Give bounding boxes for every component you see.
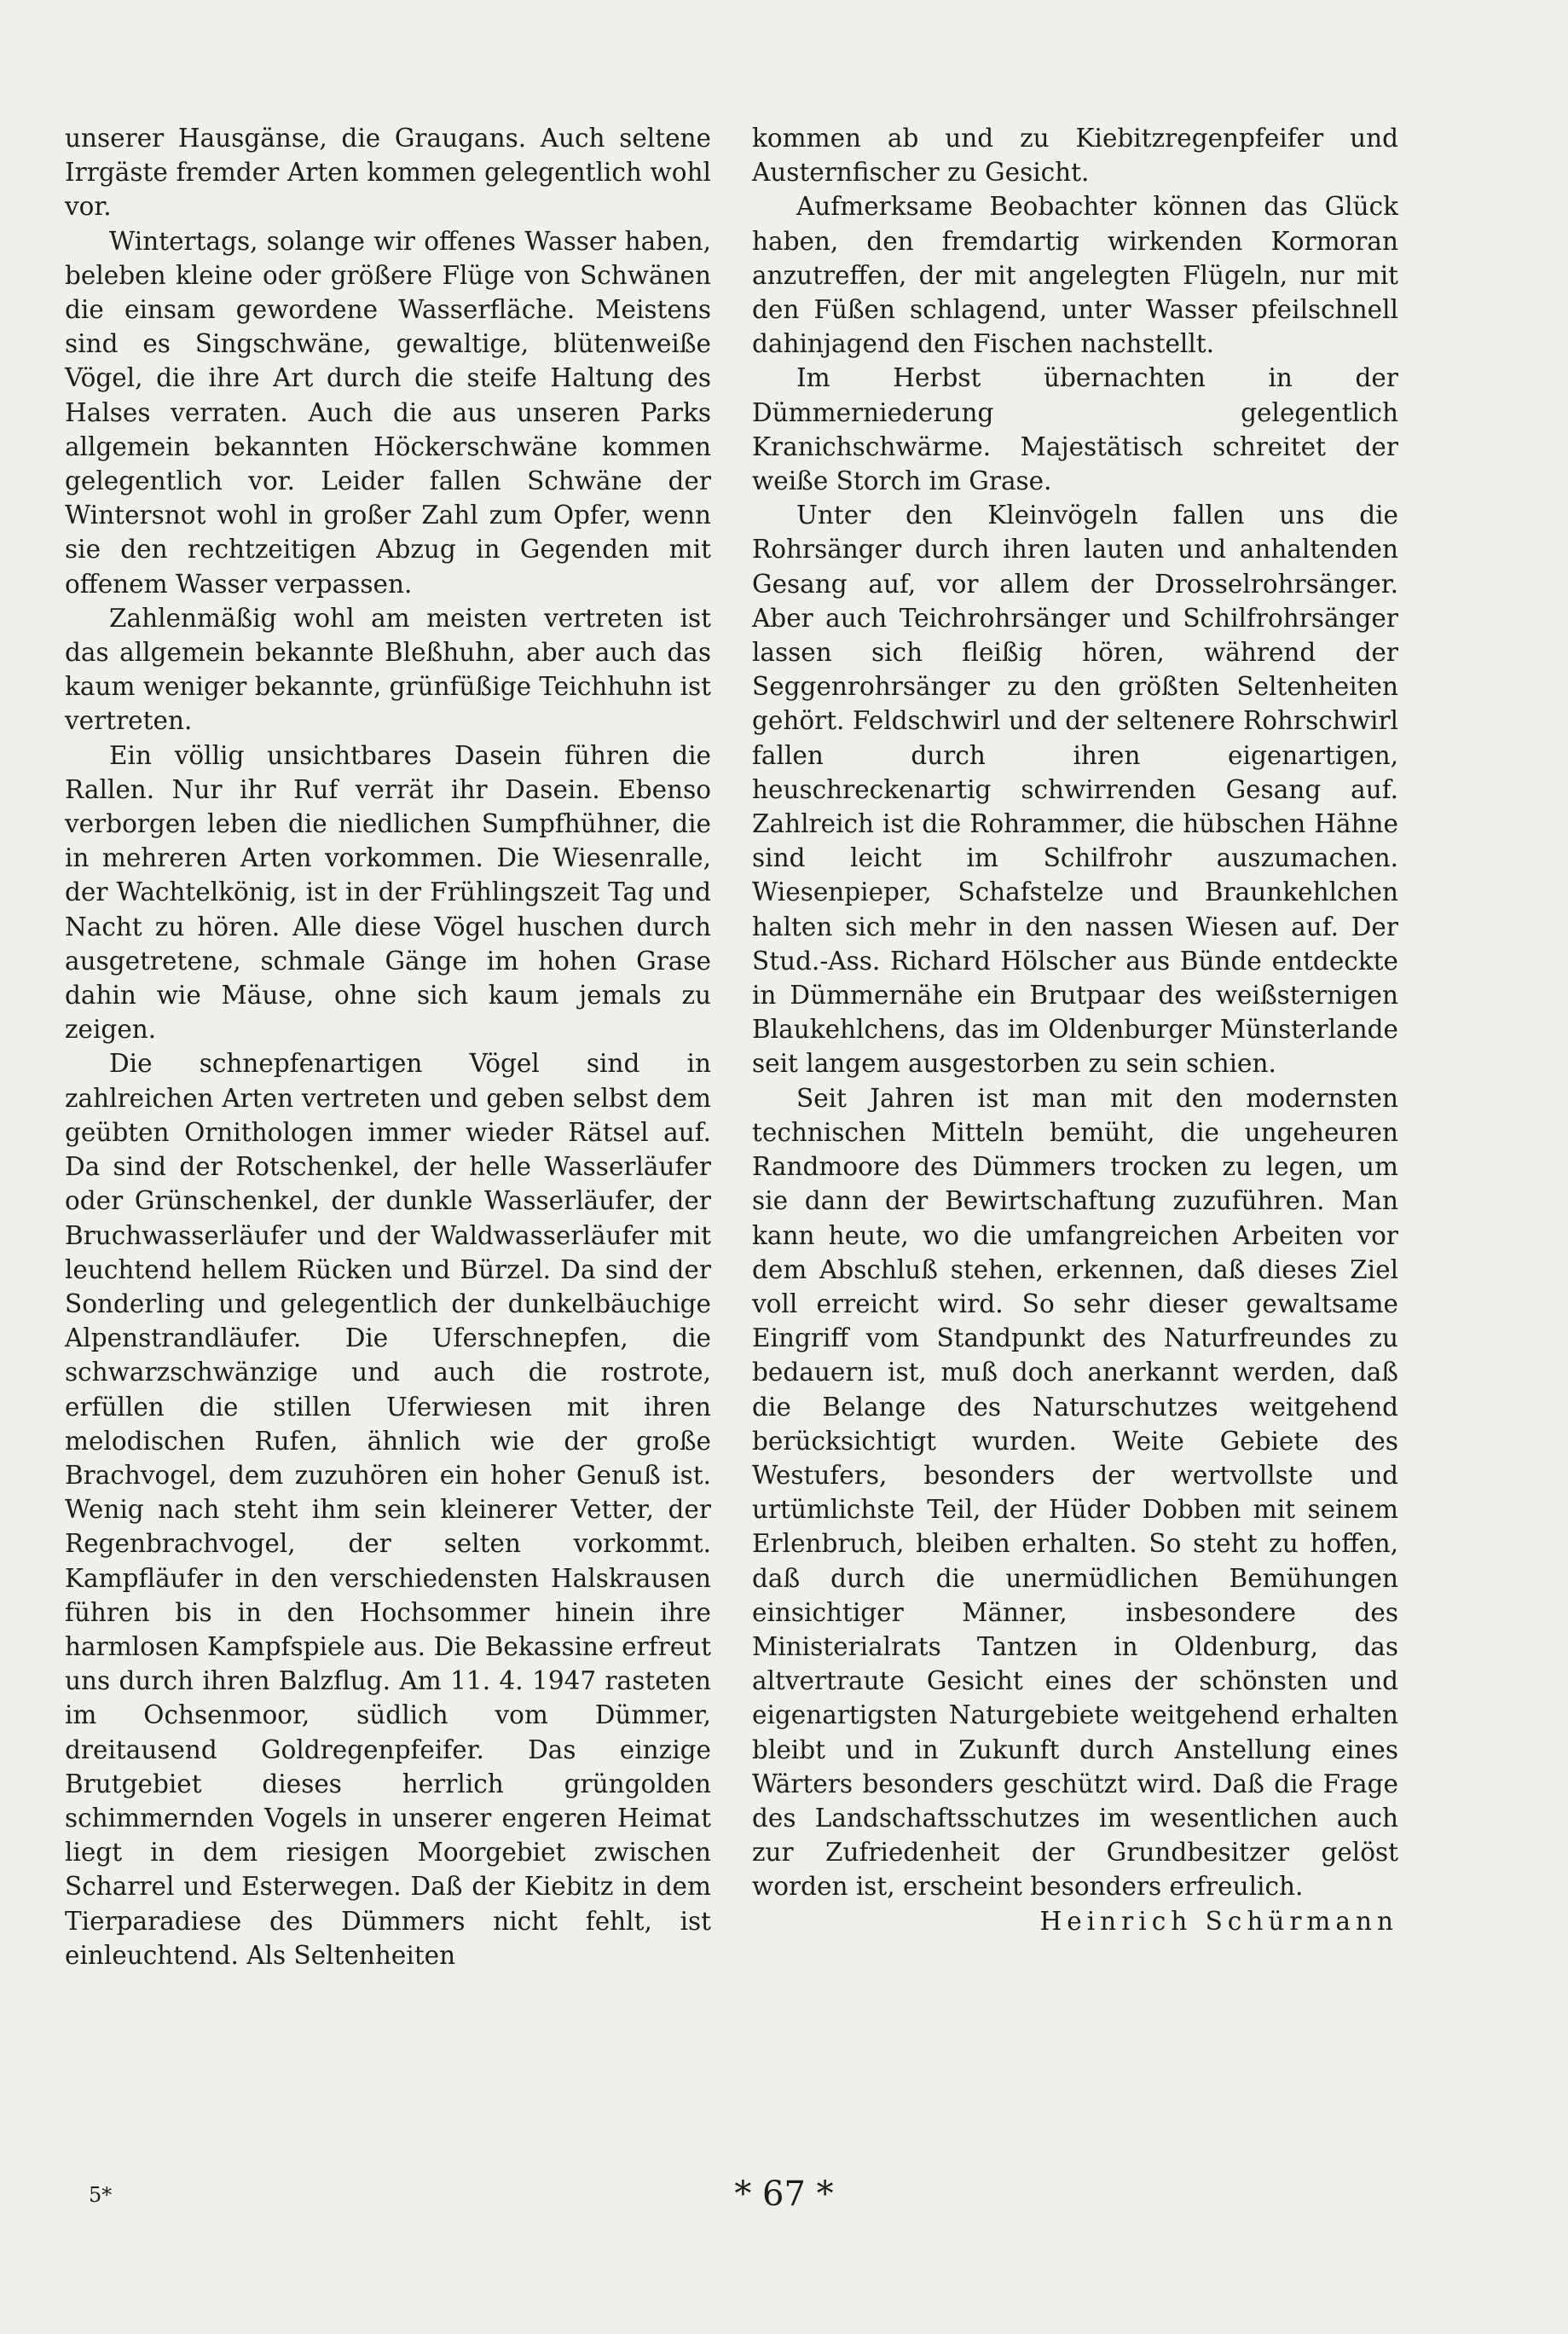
- paragraph: Ein völlig unsichtbares Dasein führen die Rallen. Nur ihr Ruf verrät ihr Dasein. Ebenso verborgen leben die niedlichen Sumpfhühner, die in mehreren Arten vorkommen. Die Wiesenralle, der Wachtelkönig, ist in der Frühlingszeit Tag und Nacht zu hören. Alle diese Vögel huschen durch ausgetretene, schmale Gänge im hohen Grase dahin wie Mäuse, ohne sich kaum jemals zu zeigen.: [65, 740, 711, 1045]
- right-column: [752, 121, 1398, 1938]
- paragraph: Im Herbst übernachten in der Dümmerniederung gelegentlich Kranichschwärme. Majestätisch schreitet der weiße Storch im Grase.: [752, 363, 1398, 496]
- paragraph: Unter den Kleinvögeln fallen uns die Rohrsänger durch ihren lauten und anhaltenden Gesang auf, vor allem der Drosselrohrsänger. Aber auch Teichrohrsänger und Schilfrohrsänger lassen sich fleißig hören, während der Seggenrohrsänger zu den größten Seltenheiten gehört. Feldschwirl und der seltenere Rohrschwirl fallen durch ihren eigenartigen, heuschreckenartig schwirrenden Gesang auf. Zahlreich ist die Rohrammer, die hübschen Hähne sind leicht im Schilfrohr auszumachen. Wiesenpieper, Schafstelze und Braunkehlchen halten sich mehr in den nassen Wiesen auf. Der Stud.-Ass. Richard Hölscher aus Bünde entdeckte in Dümmernähe ein Brutpaar des weißsternigen Blaukehlchens, das im Oldenburger Münsterlande seit langem ausgestorben zu sein schien.: [752, 501, 1398, 1079]
- left-column: [65, 121, 711, 1972]
- paragraph: Aufmerksame Beobachter können das Glück haben, den fremdartig wirkenden Kormoran anzutreffen, der mit angelegten Flügeln, nur mit den Füßen schlagend, unter Wasser pfeilschnell dahinjagend den Fischen nachstellt.: [752, 192, 1398, 359]
- author-signature: Heinrich Schürmann: [1039, 1906, 1398, 1936]
- signature-mark: 5*: [89, 2183, 113, 2207]
- paragraph: Wintertags, solange wir offenes Wasser haben, beleben kleine oder größere Flüge von Schwänen die einsam gewordene Wasserfläche. Meistens sind es Singschwäne, gewaltige, blütenweiße Vögel, die ihre Art durch die steife Haltung des Halses verraten. Auch die aus unseren Parks allgemein bekannten Höckerschwäne kommen gelegentlich vor. Leider fallen Schwäne der Wintersnot wohl in großer Zahl zum Opfer, wenn sie den rechtzeitigen Abzug in Gegenden mit offenem Wasser verpassen.: [65, 226, 711, 599]
- paragraph: Seit Jahren ist man mit den modernsten technischen Mitteln bemüht, die ungeheuren Randmoore des Dümmers trocken zu legen, um sie dann der Bewirtschaftung zuzuführen. Man kann heute, wo die umfangreichen Arbeiten vor dem Abschluß stehen, erkennen, daß dieses Ziel voll erreicht wird. So sehr dieser gewaltsame Eingriff vom Standpunkt des Naturfreundes zu bedauern ist, muß doch anerkannt werden, daß die Belange des Naturschutzes weitgehend berücksichtigt wurden. Weite Gebiete des Westufers, besonders der wertvollste und urtümlichste Teil, der Hüder Dobben mit seinem Erlenbruch, bleiben erhalten. So steht zu hoffen, daß durch die unermüdlichen Bemühungen einsichtiger Männer, insbesondere des Ministerialrats Tantzen in Oldenburg, das altvertraute Gesicht eines der schönsten und eigenartigsten Naturgebiete weitgehend erhalten bleibt und in Zukunft durch Anstellung eines Wärters besonders geschützt wird. Daß die Frage des Landschaftsschutzes im wesentlichen auch zur Zufriedenheit der Grundbesitzer gelöst worden ist, erscheint besonders erfreulich.: [752, 1083, 1398, 1902]
- paragraph: Die schnepfenartigen Vögel sind in zahlreichen Arten vertreten und geben selbst dem geübten Ornithologen immer wieder Rätsel auf. Da sind der Rotschenkel, der helle Wasserläufer oder Grünschenkel, der dunkle Wasserläufer, der Bruchwasserläufer und der Waldwasserläufer mit leuchtend hellem Rücken und Bürzel. Da sind der Sonderling und gelegentlich der dunkelbäuchige Alpenstrandläufer. Die Uferschnepfen, die schwarzschwänzige und auch die rostrote, erfüllen die stillen Uferwiesen mit ihren melodischen Rufen, ähnlich wie der große Brachvogel, dem zuzuhören ein hoher Genuß ist. Wenig nach steht ihm sein kleinerer Vetter, der Regenbrachvogel, der selten vorkommt. Kampfläufer in den verschiedensten Halskrausen führen bis in den Hochsommer hinein ihre harmlosen Kampfspiele aus. Die Bekassine erfreut uns durch ihren Balzflug. Am 11. 4. 1947 rasteten im Ochsenmoor, südlich vom Dümmer, dreitausend Goldregenpfeifer. Das einzige Brutgebiet dieses herrlich grüngolden schimmernden Vogels in unserer engeren Heimat liegt in dem riesigen Moorgebiet zwischen Scharrel und Esterwegen. Daß der Kiebitz in dem Tierparadiese des Dümmers nicht fehlt, ist einleuchtend. Als Seltenheiten: [65, 1049, 711, 1970]
- paragraph: Zahlenmäßig wohl am meisten vertreten ist das allgemein bekannte Bleßhuhn, aber auch das kaum weniger bekannte, grünfüßige Teichhuhn ist vertreten.: [65, 603, 712, 736]
- paragraph: kommen ab und zu Kiebitzregenpfeifer und Austernfischer zu Gesicht.: [752, 124, 1398, 188]
- page-number: * 67 *: [734, 2175, 834, 2214]
- paragraph: unserer Hausgänse, die Graugans. Auch seltene Irrgäste fremder Arten kommen gelegentlich wohl vor.: [65, 124, 711, 222]
